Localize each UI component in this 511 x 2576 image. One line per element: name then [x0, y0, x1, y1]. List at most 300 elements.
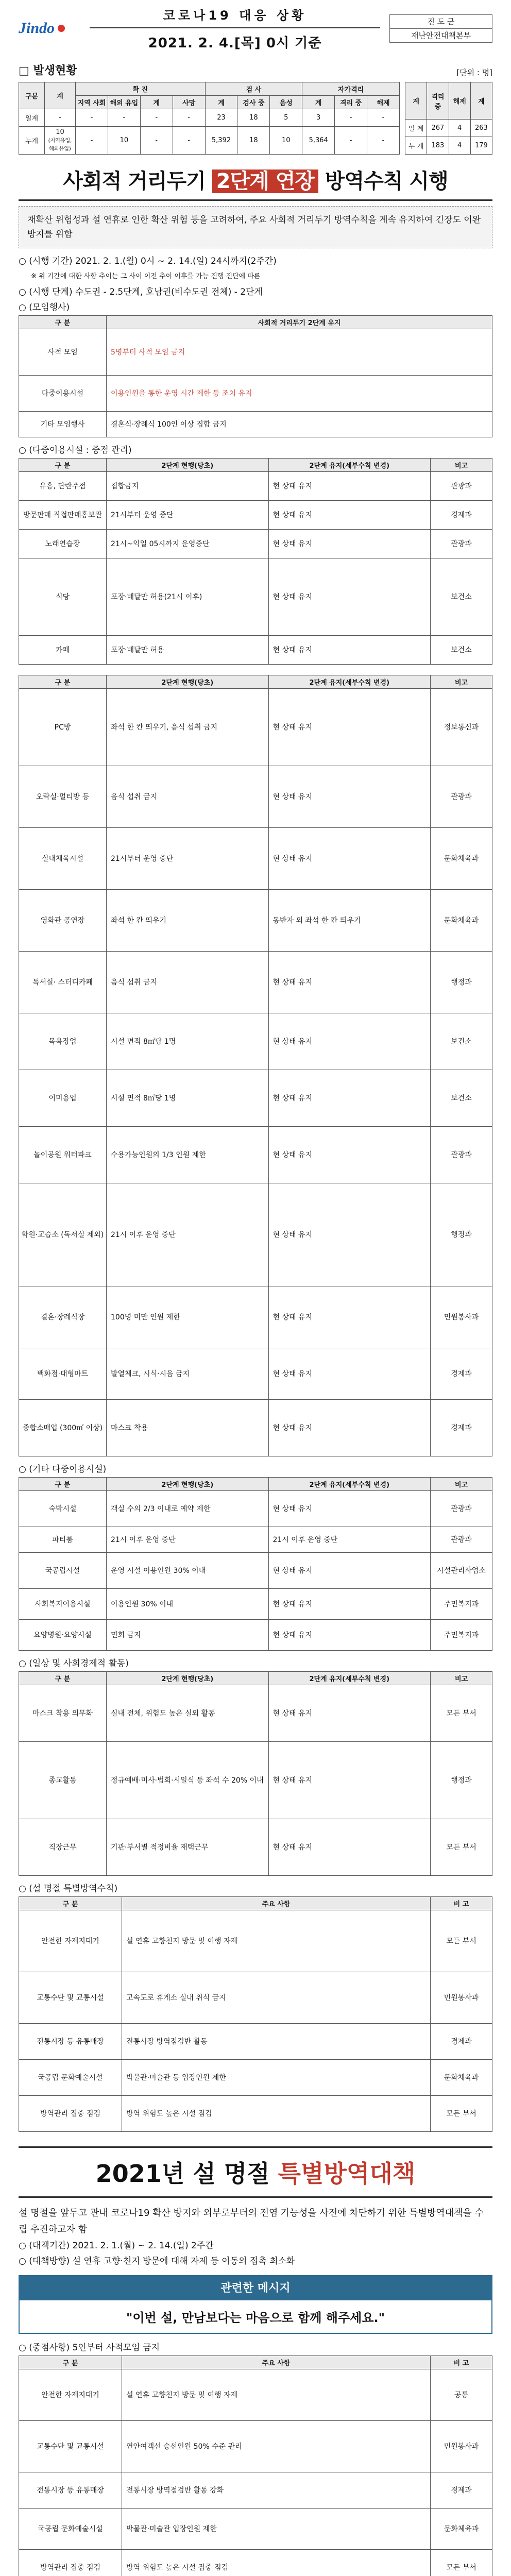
- table-cell: 현 상태 유지: [268, 1400, 431, 1456]
- status-area: [19, 82, 492, 155]
- cell: -: [367, 109, 400, 127]
- status-side-table: [405, 82, 492, 155]
- cell-note: (지역유입, 해외유입): [48, 138, 72, 152]
- table-cell: 사회복지이용시설: [19, 1589, 107, 1620]
- holiday-period: ○ (대책기간) 2021. 2. 1.(월) ~ 2. 14.(일) 2주간: [19, 2241, 214, 2251]
- table-cell: 현 상태 유지: [268, 1183, 431, 1286]
- facility-table-b: [19, 675, 492, 1456]
- sd-note: 재확산 위험성과 설 연휴로 인한 확산 위험 등을 고려하여, 주요 사회적 거리두기 방역수칙을 계속 유지하여 긴장도 이완방지를 위함: [19, 206, 492, 248]
- table-header: 비 고: [431, 2356, 492, 2369]
- cell: -: [173, 127, 205, 155]
- table-cell: 방역관리 집중 점검: [19, 2096, 122, 2132]
- table-cell: 전통시장 등 유통매장: [19, 2024, 122, 2060]
- table-row: [19, 329, 492, 376]
- table-cell: 현 상태 유지: [268, 766, 431, 828]
- table-row: [19, 1685, 492, 1742]
- table-cell: 면회 금지: [107, 1620, 269, 1651]
- table-cell: 전통시장 등 유통매장: [19, 2472, 122, 2509]
- banner-text: 사회적 거리두기: [63, 170, 212, 193]
- table-row: [19, 1286, 492, 1348]
- table-cell: 전통시장 방역점검반 활동: [122, 2024, 431, 2060]
- table-cell: 민원봉사과: [431, 1972, 492, 2024]
- table-cell: 포장·배달만 허용: [107, 636, 269, 665]
- table-cell: 21시 이후 운영 중단: [268, 1527, 431, 1553]
- table-row: [19, 2369, 492, 2421]
- facility-table-a: [19, 458, 492, 665]
- table-cell: 현 상태 유지: [268, 1742, 431, 1819]
- cell: 10: [108, 127, 140, 155]
- table-cell: 설 연휴 고향친지 방문 및 여행 자제: [122, 2369, 431, 2421]
- cell: 이용인원을 통한 운영 시간 제한 등 조치 유지: [107, 376, 492, 412]
- table-header: 주요 사항: [122, 1897, 431, 1910]
- table-cell: 행정과: [431, 1742, 492, 1819]
- table-cell: 발열체크, 시식·시음 금지: [107, 1348, 269, 1400]
- cell: 5: [270, 109, 302, 127]
- table-cell: 현 상태 유지: [268, 1589, 431, 1620]
- sub-header: 사망: [173, 96, 205, 109]
- table-cell: 현 상태 유지: [268, 952, 431, 1013]
- table-row: [19, 1819, 492, 1876]
- table-cell: 현 상태 유지: [268, 828, 431, 890]
- table-cell: 보건소: [431, 558, 492, 636]
- table-cell: 식당: [19, 558, 107, 636]
- cell: 기타 모임행사: [19, 412, 107, 437]
- table-cell: 21시부터 운영 중단: [107, 501, 269, 530]
- table-cell: 행정과: [431, 1183, 492, 1286]
- table-cell: 동반자 외 좌석 한 칸 띄우기: [268, 890, 431, 952]
- table-cell: 현 상태 유지: [268, 636, 431, 665]
- table-cell: 현 상태 유지: [268, 689, 431, 766]
- table-cell: 관광과: [431, 1527, 492, 1553]
- table-row: [19, 2096, 492, 2132]
- table-row: [19, 2472, 492, 2509]
- banner-text: 2021년 설 명절: [95, 2160, 278, 2188]
- table-cell: 포장·배달만 허용(21시 이후): [107, 558, 269, 636]
- table-cell: 독서실· 스터디카페: [19, 952, 107, 1013]
- table-header: 비 고: [431, 1897, 492, 1910]
- table-cell: 현 상태 유지: [268, 1070, 431, 1127]
- table-cell: 음식 섭취 금지: [107, 952, 269, 1013]
- banner-highlight: 2단계 연장: [212, 170, 318, 193]
- table-header: 2단계 유지(세부수칙 변경): [268, 675, 431, 689]
- table-header: 사회적 거리두기 2단계 유지: [107, 316, 492, 329]
- status-table: [19, 82, 400, 155]
- table-header: 주요 사항: [122, 2356, 431, 2369]
- table-cell: 전통시장 방역점검반 활동 강화: [122, 2472, 431, 2509]
- meeting-table: [19, 315, 492, 437]
- table-row: [19, 1742, 492, 1819]
- cell: 4: [449, 120, 470, 137]
- table-cell: 21시~익일 05시까지 운영중단: [107, 530, 269, 558]
- cell: -: [173, 109, 205, 127]
- table-row: [19, 109, 400, 127]
- cell: 18: [237, 109, 270, 127]
- table-cell: 모든 부서: [431, 1819, 492, 1876]
- col-inspection: 검 사: [205, 82, 302, 96]
- title-date: 2021. 2. 4.[목] 0시 기준: [148, 36, 322, 51]
- table-cell: 유흥, 단란주점: [19, 472, 107, 501]
- status-unit: [단위 : 명]: [456, 68, 492, 77]
- facility-title: ○ (다중이용시설 : 중점 관리): [19, 445, 132, 455]
- table-cell: 마스크 착용 의무화: [19, 1685, 107, 1742]
- cell: 결혼식·장례식 100인 이상 집합 금지: [107, 412, 492, 437]
- table-row: [19, 1972, 492, 2024]
- table-cell: 경제과: [431, 2024, 492, 2060]
- table-header: 구 분: [19, 2356, 122, 2369]
- table-cell: 현 상태 유지: [268, 558, 431, 636]
- title-main: 코로나19 대응 상황: [90, 5, 380, 28]
- table-cell: 보건소: [431, 1070, 492, 1127]
- table-cell: 주민복지과: [431, 1589, 492, 1620]
- sub-header: 해제: [367, 96, 400, 109]
- table-cell: 국공립 문화예술시설: [19, 2060, 122, 2096]
- side-head: 계: [470, 82, 492, 120]
- table-header: 구 분: [19, 1672, 107, 1685]
- table-row: [19, 1127, 492, 1183]
- table-row: [405, 137, 492, 155]
- table-cell: 국공립시설: [19, 1553, 107, 1589]
- sub-header: 음성: [270, 96, 302, 109]
- report-title: [90, 5, 380, 52]
- table-cell: 경제과: [431, 2472, 492, 2509]
- table-cell: 운영 시설 이용인원 30% 이내: [107, 1553, 269, 1589]
- table-cell: 안전한 자제지대기: [19, 2369, 122, 2421]
- table-cell: 좌석 한 칸 띄우기: [107, 890, 269, 952]
- table-cell: 현 상태 유지: [268, 1348, 431, 1400]
- table-cell: 박물관·미술관 등 입장인원 제한: [122, 2060, 431, 2096]
- table-cell: 문화체육과: [431, 2509, 492, 2550]
- cell: 5,392: [205, 127, 237, 155]
- sub-header: 계: [205, 96, 237, 109]
- table-cell: 현 상태 유지: [268, 1013, 431, 1070]
- table-row: [19, 501, 492, 530]
- table-header: 구 분: [19, 1478, 107, 1491]
- col-self-quarantine: 자가격리: [302, 82, 400, 96]
- table-header: 비고: [431, 1478, 492, 1491]
- table-cell: 모든 부서: [431, 1910, 492, 1972]
- status-header: [19, 62, 492, 78]
- banner-highlight: 특별방역대책: [278, 2160, 416, 2188]
- row-label: 일계: [19, 109, 45, 127]
- holiday-focus: ○ (중점사항) 5인부터 사적모임 금지: [19, 2343, 160, 2353]
- table-row: [19, 376, 492, 412]
- facility-table-c: [19, 1477, 492, 1651]
- daily-life-title: ○ (일상 및 사회경제적 활동): [19, 1658, 129, 1669]
- table-row: [19, 558, 492, 636]
- table-row: [19, 2060, 492, 2096]
- table-header: 2단계 유지(세부수칙 변경): [268, 459, 431, 472]
- table-row: [19, 1013, 492, 1070]
- table-cell: 영화관 공연장: [19, 890, 107, 952]
- table-cell: 현 상태 유지: [268, 472, 431, 501]
- table-row: [19, 952, 492, 1013]
- cell: -: [45, 109, 76, 127]
- cell: 사적 모임: [19, 329, 107, 376]
- table-row: [19, 1183, 492, 1286]
- table-cell: 카페: [19, 636, 107, 665]
- table-header: 구 분: [19, 459, 107, 472]
- table-cell: 100명 미만 인원 제한: [107, 1286, 269, 1348]
- table-cell: 현 상태 유지: [268, 1553, 431, 1589]
- sub-header: 검사 중: [237, 96, 270, 109]
- other-facility-title: ○ (기타 다중이용시설): [19, 1464, 107, 1475]
- table-cell: 방역관리 집중 점검: [19, 2550, 122, 2576]
- cell: 18: [237, 127, 270, 155]
- table-cell: 고속도로 휴게소 실내 취식 금지: [122, 1972, 431, 2024]
- cell: 179: [470, 137, 492, 155]
- cell: 4: [449, 137, 470, 155]
- table-cell: 모든 부서: [431, 2096, 492, 2132]
- table-row: [19, 2421, 492, 2472]
- table-cell: 현 상태 유지: [268, 1127, 431, 1183]
- table-row: [19, 1527, 492, 1553]
- side-head: 해제: [449, 82, 470, 120]
- sd-meeting-title: ○ (모임행사): [19, 302, 70, 313]
- table-row: [19, 1400, 492, 1456]
- table-row: [19, 2024, 492, 2060]
- campaign-message: "이번 설, 만남보다는 마음으로 함께 해주세요.": [19, 2299, 492, 2334]
- table-cell: 이용인원 30% 이내: [107, 1589, 269, 1620]
- jindo-logo: [19, 15, 80, 42]
- report-header: [19, 0, 492, 57]
- table-cell: 교통수단 및 교통시설: [19, 2421, 122, 2472]
- table-cell: 현 상태 유지: [268, 501, 431, 530]
- table-cell: 방역 위험도 높은 시설 점검: [122, 2096, 431, 2132]
- table-cell: 이미용업: [19, 1070, 107, 1127]
- table-cell: 21시 이후 운영 중단: [107, 1527, 269, 1553]
- sub-header: 지역 사회: [76, 96, 108, 109]
- table-row: [19, 1910, 492, 1972]
- table-cell: 백화점·대형마트: [19, 1348, 107, 1400]
- table-cell: 현 상태 유지: [268, 1491, 431, 1527]
- cell-value: 10: [56, 128, 64, 136]
- table-cell: 현 상태 유지: [268, 530, 431, 558]
- table-header: 구 분: [19, 675, 107, 689]
- sd-banner: [19, 165, 492, 201]
- daily-life-table: [19, 1671, 492, 1876]
- table-cell: 관광과: [431, 766, 492, 828]
- table-cell: 국공립 문화예술시설: [19, 2509, 122, 2550]
- table-cell: 21시 이후 운영 중단: [107, 1183, 269, 1286]
- table-row: [19, 412, 492, 437]
- table-row: [19, 2550, 492, 2576]
- table-cell: 시설 면적 8㎡당 1명: [107, 1013, 269, 1070]
- status-title: □ 발생현황: [19, 64, 77, 77]
- table-cell: 행정과: [431, 952, 492, 1013]
- cell: 263: [470, 120, 492, 137]
- table-row: [19, 2509, 492, 2550]
- side-head: 격리 중: [427, 82, 449, 120]
- table-cell: 관광과: [431, 530, 492, 558]
- side-head: 계: [405, 82, 427, 120]
- table-cell: 21시부터 운영 중단: [107, 828, 269, 890]
- table-cell: 경제과: [431, 501, 492, 530]
- table-cell: 모든 부서: [431, 2550, 492, 2576]
- table-row: [19, 1589, 492, 1620]
- table-cell: 좌석 한 칸 띄우기, 음식 섭취 금지: [107, 689, 269, 766]
- cell: -: [335, 127, 367, 155]
- cell: 23: [205, 109, 237, 127]
- table-cell: 현 상태 유지: [268, 1685, 431, 1742]
- table-cell: 종합소매업 (300㎡ 이상): [19, 1400, 107, 1456]
- table-row: [19, 828, 492, 890]
- cell: -: [76, 127, 108, 155]
- sub-header: 격리 중: [335, 96, 367, 109]
- table-cell: 문화체육과: [431, 2060, 492, 2096]
- table-cell: 실내 전체, 위험도 높은 실외 활동: [107, 1685, 269, 1742]
- org-dept: 재난안전대책본부: [411, 30, 471, 40]
- table-header: 구 분: [19, 316, 107, 329]
- cell: -: [367, 127, 400, 155]
- table-cell: 문화체육과: [431, 828, 492, 890]
- sd-stage: ○ (시행 단계) 수도권 - 2.5단계, 호남권(비수도권 전체) - 2단계: [19, 287, 263, 297]
- table-cell: 결혼·장례식장: [19, 1286, 107, 1348]
- table-cell: 객실 수의 2/3 이내로 예약 제한: [107, 1491, 269, 1527]
- table-cell: 종교활동: [19, 1742, 107, 1819]
- table-cell: 학원·교습소 (독서실 제외): [19, 1183, 107, 1286]
- table-cell: 파티룸: [19, 1527, 107, 1553]
- table-cell: 직장근무: [19, 1819, 107, 1876]
- table-cell: 민원봉사과: [431, 2421, 492, 2472]
- table-row: [405, 120, 492, 137]
- table-cell: 마스크 착용: [107, 1400, 269, 1456]
- table-cell: 설 연휴 고향친지 방문 및 여행 자제: [122, 1910, 431, 1972]
- table-row: [19, 1553, 492, 1589]
- table-row: [19, 472, 492, 501]
- table-row: [19, 1070, 492, 1127]
- table-cell: 수용가능인원의 1/3 인원 제한: [107, 1127, 269, 1183]
- table-cell: 경제과: [431, 1348, 492, 1400]
- holiday-direction: ○ (대책방향) 설 연휴 고향·친지 방문에 대해 자제 등 이동의 접촉 최소화: [19, 2256, 295, 2266]
- holiday-rules-table: [19, 1896, 492, 2132]
- table-row: [19, 1491, 492, 1527]
- table-header: 2단계 현행(당초): [107, 459, 269, 472]
- cell: 다중이용시설: [19, 376, 107, 412]
- cell: 10: [270, 127, 302, 155]
- table-cell: 현 상태 유지: [268, 1286, 431, 1348]
- cell: -: [140, 127, 173, 155]
- table-cell: 관광과: [431, 1491, 492, 1527]
- cell: -: [140, 109, 173, 127]
- table-row: [19, 1620, 492, 1651]
- cell: 일 계: [405, 120, 427, 137]
- org-box: [389, 14, 492, 43]
- sd-period: ○ (시행 기간) 2021. 2. 1.(월) 0시 ~ 2. 14.(일) 24시까지(2주간): [19, 256, 277, 266]
- cell: -: [108, 109, 140, 127]
- cell: 5,364: [302, 127, 335, 155]
- table-cell: 모든 부서: [431, 1685, 492, 1742]
- table-header: 2단계 유지(세부수칙 변경): [268, 1478, 431, 1491]
- table-cell: 박물관·미술관 입장인원 제한: [122, 2509, 431, 2550]
- col-confirmed: 확 진: [76, 82, 206, 96]
- cell: 5명부터 사적 모임 금지: [107, 329, 492, 376]
- table-header: 구 분: [19, 1897, 122, 1910]
- table-row: [19, 766, 492, 828]
- holiday-focus-table: [19, 2355, 492, 2576]
- sub-header: 계: [140, 96, 173, 109]
- logo-dot-icon: [58, 25, 65, 32]
- table-cell: 경제과: [431, 1400, 492, 1456]
- table-header: 비고: [431, 1672, 492, 1685]
- table-cell: 연안여객선 승선인원 50% 수준 관리: [122, 2421, 431, 2472]
- table-cell: 현 상태 유지: [268, 1819, 431, 1876]
- banner-text: 방역수칙 시행: [318, 170, 448, 193]
- sd-period-note: ※ 위 기간에 대한 사항 추이는 그 사이 이전 추이 이후를 가능 진행 진단에 따른: [31, 273, 261, 280]
- table-cell: PC방: [19, 689, 107, 766]
- table-cell: 관광과: [431, 1127, 492, 1183]
- table-cell: 보건소: [431, 1013, 492, 1070]
- table-cell: 목욕장업: [19, 1013, 107, 1070]
- holiday-rules-title: ○ (설 명절 특별방역수칙): [19, 1884, 118, 1894]
- sub-header: 계: [302, 96, 335, 109]
- table-header: 비고: [431, 459, 492, 472]
- table-row: [19, 530, 492, 558]
- table-cell: 음식 섭취 금지: [107, 766, 269, 828]
- table-cell: 시설 면적 8㎡당 1명: [107, 1070, 269, 1127]
- table-header: 2단계 현행(당초): [107, 1478, 269, 1491]
- cell: -: [335, 109, 367, 127]
- table-cell: 요양병원·요양시설: [19, 1620, 107, 1651]
- cell: 267: [427, 120, 449, 137]
- table-row: [19, 1348, 492, 1400]
- org-name: 진 도 군: [390, 15, 492, 29]
- table-cell: 관광과: [431, 472, 492, 501]
- cell: 3: [302, 109, 335, 127]
- table-cell: 주민복지과: [431, 1620, 492, 1651]
- table-cell: 기관·부서별 적정비율 재택근무: [107, 1819, 269, 1876]
- table-row: [19, 689, 492, 766]
- table-cell: 교통수단 및 교통시설: [19, 1972, 122, 2024]
- table-cell: 노래연습장: [19, 530, 107, 558]
- holiday-note: 설 명절을 앞두고 관내 코로나19 확산 방지와 외부로부터의 전염 가능성을 사전에 차단하기 위한 특별방역대책을 수립 추진하고자 함: [19, 2208, 484, 2235]
- table-cell: 방문판매 직접판매홍보관: [19, 501, 107, 530]
- table-cell: 시설관리사업소: [431, 1553, 492, 1589]
- cell: 누 계: [405, 137, 427, 155]
- table-header: 2단계 유지(세부수칙 변경): [268, 1672, 431, 1685]
- logo-text: Jindo: [19, 20, 55, 37]
- table-cell: 안전한 자제지대기: [19, 1910, 122, 1972]
- table-cell: 보건소: [431, 636, 492, 665]
- table-cell: 문화체육과: [431, 890, 492, 952]
- table-cell: 정규예배·미사·법회·시일식 등 좌석 수 20% 이내: [107, 1742, 269, 1819]
- col-group: 구분: [19, 82, 45, 109]
- table-cell: 숙박시설: [19, 1491, 107, 1527]
- holiday-banner: [19, 2146, 492, 2198]
- table-cell: 집합금지: [107, 472, 269, 501]
- table-row: [19, 127, 400, 155]
- table-cell: 오락실·멀티방 등: [19, 766, 107, 828]
- col-total: 계: [45, 82, 76, 109]
- table-cell: 공통: [431, 2369, 492, 2421]
- cell: -: [76, 109, 108, 127]
- table-cell: 정보통신과: [431, 689, 492, 766]
- table-header: 2단계 현행(당초): [107, 675, 269, 689]
- table-row: [19, 636, 492, 665]
- sub-header: 해외 유입: [108, 96, 140, 109]
- table-cell: 민원봉사과: [431, 1286, 492, 1348]
- cell: 183: [427, 137, 449, 155]
- table-cell: 현 상태 유지: [268, 1620, 431, 1651]
- row-label: 누계: [19, 127, 45, 155]
- campaign-header: 관련한 메시지: [19, 2275, 492, 2299]
- table-row: [19, 890, 492, 952]
- table-header: 2단계 현행(당초): [107, 1672, 269, 1685]
- cell: [45, 127, 76, 155]
- table-cell: 실내체육시설: [19, 828, 107, 890]
- table-cell: 방역 위험도 높은 시설 집중 점검: [122, 2550, 431, 2576]
- table-header: 비고: [431, 675, 492, 689]
- table-cell: 놀이공원 워터파크: [19, 1127, 107, 1183]
